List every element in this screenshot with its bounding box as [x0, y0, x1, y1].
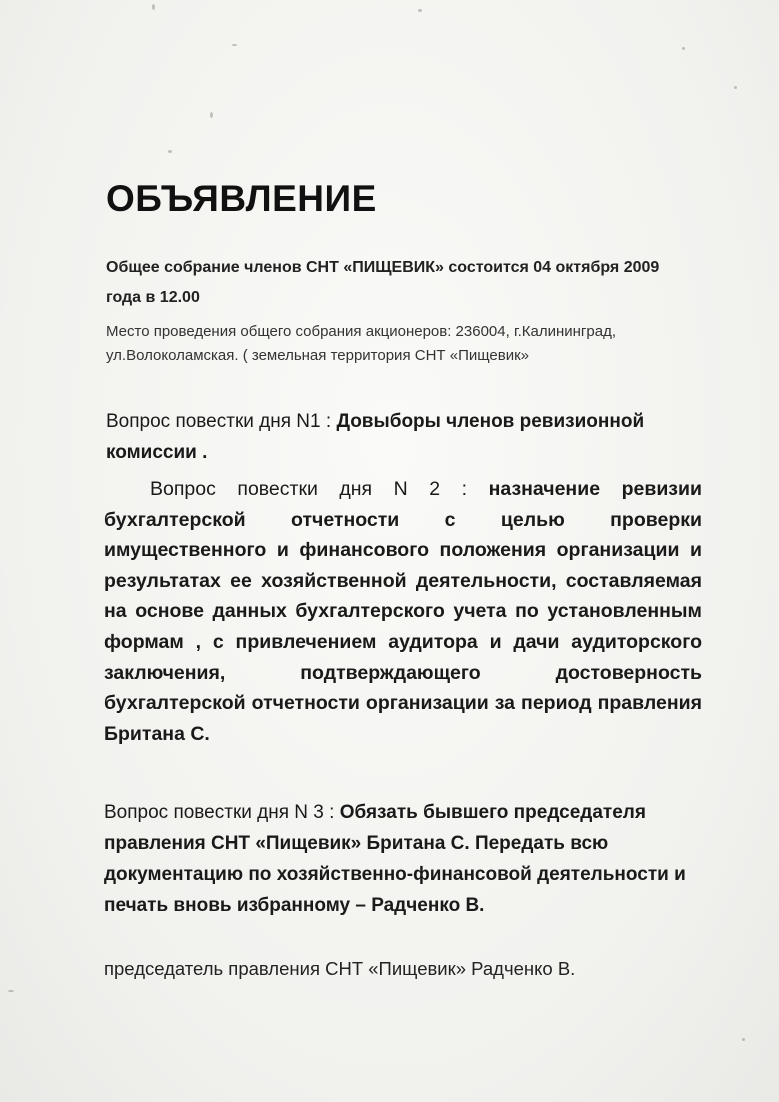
agenda-item-text: назначение ревизии бухгалтерской отчетности с целью проверки имущественного и финансового положения организации и результатах ее хозяйственной деятельности, составляемая на основе данных бухгалтерского учета по установленным формам , с привлечением аудитора и дачи аудиторского заключения, подтверждающего достоверность бухгалтерской отчетности организации за период правления Британа С. — [104, 478, 702, 745]
scan-speck — [152, 4, 155, 10]
agenda-item-label: Вопрос повестки дня N1 : — [106, 411, 332, 432]
scan-speck — [8, 990, 14, 992]
notice-title: ОБЪЯВЛЕНИЕ — [106, 178, 377, 219]
scan-speck — [210, 112, 213, 118]
scan-speck — [682, 47, 685, 50]
agenda-item-2 — [104, 474, 702, 749]
scan-speck — [232, 44, 237, 46]
agenda-item-label: Вопрос повестки дня N 3 : — [104, 802, 335, 823]
scan-speck — [742, 1038, 745, 1041]
agenda-item-1 — [106, 406, 686, 468]
scan-speck — [734, 86, 737, 89]
agenda-item-text: Обязать бывшего председателя правления СНТ «Пищевик» Британа С. Передать всю документацию по хозяйственно-финансовой деятельности и печать вновь избранному – Радченко В. — [104, 802, 686, 916]
signature-line: председатель правления СНТ «Пищевик» Радченко В. — [104, 958, 576, 979]
scan-speck — [418, 9, 422, 12]
meeting-announcement: Общее собрание членов СНТ «ПИЩЕВИК» состоится 04 октября 2009 года в 12.00 — [106, 259, 660, 306]
scan-speck — [168, 150, 172, 153]
agenda-item-text: Довыборы членов ревизионной комиссии . — [106, 411, 645, 463]
agenda-item-label: Вопрос повестки дня N 2 : — [150, 478, 468, 500]
meeting-venue: Место проведения общего собрания акционеров: 236004, г.Калининград, ул.Волоколамская. ( земельная территория СНТ «Пищевик» — [106, 323, 616, 364]
agenda-item-3 — [104, 797, 702, 921]
